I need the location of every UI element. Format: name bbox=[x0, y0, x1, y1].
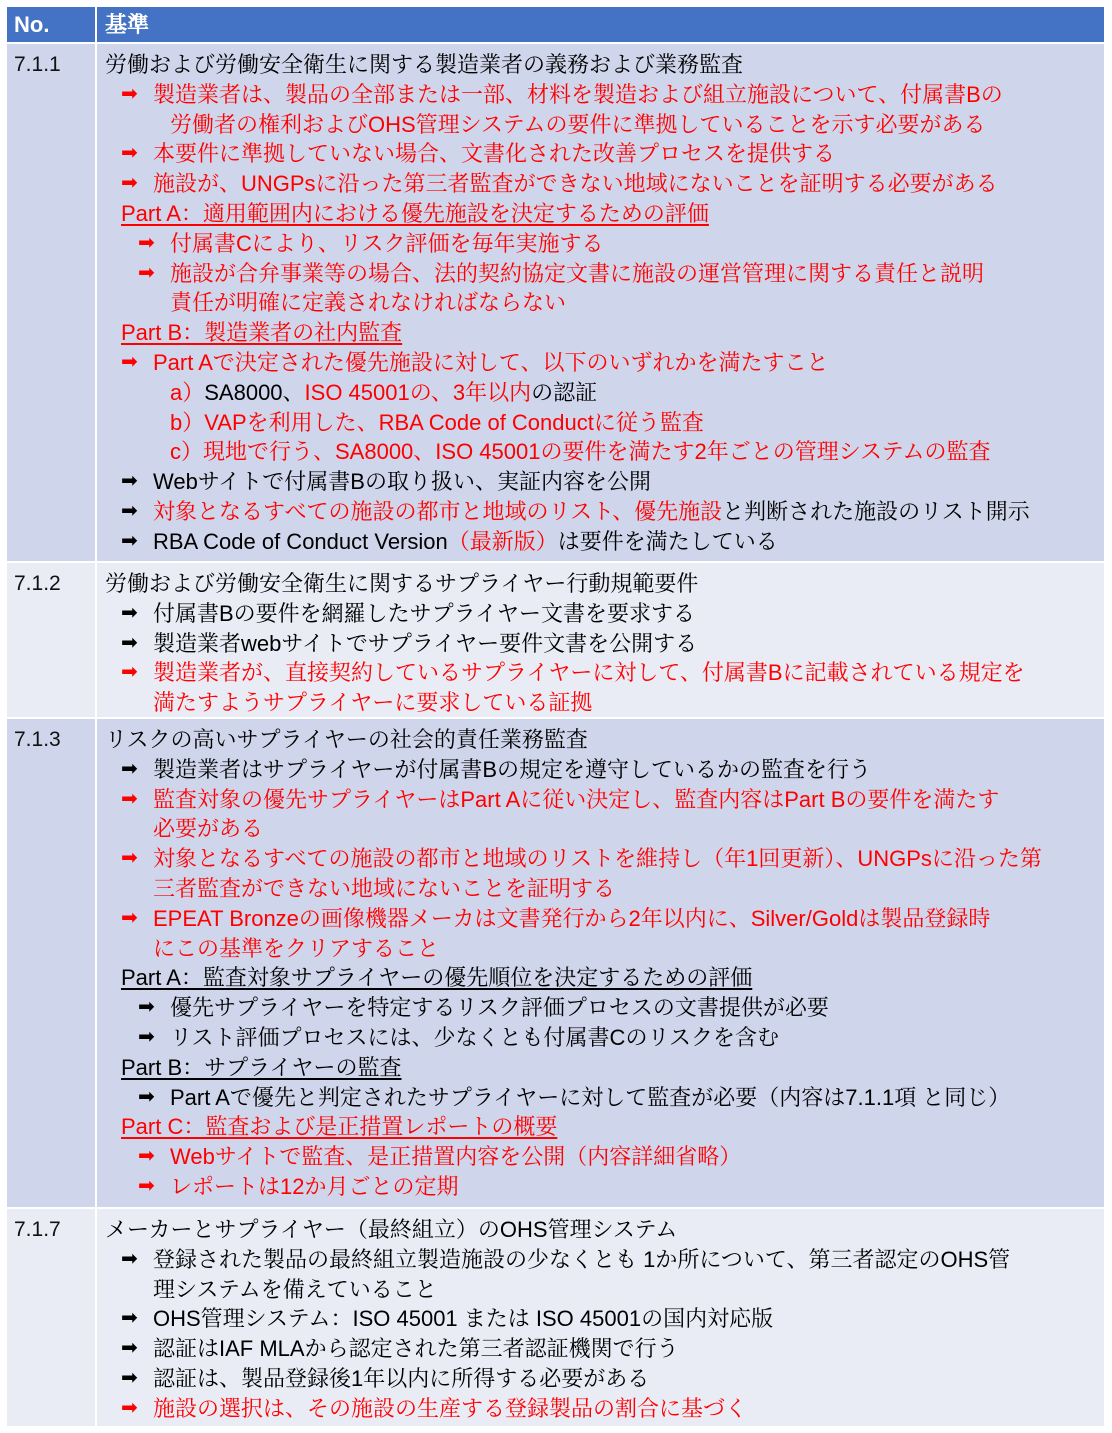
arrow-right-icon: ➡ bbox=[138, 1085, 155, 1108]
text-segment: と判断された施設のリスト開示 bbox=[722, 498, 1030, 524]
bullet-item bbox=[105, 785, 1104, 815]
line-continuation bbox=[105, 288, 1104, 318]
text-segment: 製造業者が、直接契約しているサプライヤーに対して、付属書Bに記載されている規定を bbox=[153, 660, 1025, 686]
text-segment: 満たすようサプライヤーに要求している証拠 bbox=[153, 690, 593, 716]
line-text bbox=[170, 410, 704, 435]
line-text bbox=[153, 601, 695, 626]
bullet-item bbox=[105, 904, 1104, 934]
arrow-right-icon: ➡ bbox=[121, 787, 138, 810]
bullet-item bbox=[105, 1142, 1104, 1172]
text-segment: メーカーとサプライヤー（最終組立）のOHS管理システム bbox=[105, 1217, 678, 1242]
text-segment: リスト評価プロセスには、少なくとも付属書Cのリスクを含む bbox=[170, 1024, 780, 1050]
text-segment: Webサイトで付属書Bの取り扱い、実証内容を公開 bbox=[153, 469, 651, 495]
text-segment: 監査対象の優先サプライヤーはPart Aに従い決定し、監査内容はPart Bの要件を満たす bbox=[153, 786, 1000, 812]
text-segment: OHS管理システム：ISO 45001 または ISO 45001の国内対応版 bbox=[153, 1306, 774, 1332]
text-segment: a） bbox=[170, 379, 205, 405]
header-no: No. bbox=[7, 7, 97, 42]
criteria-number: 7.1.7 bbox=[7, 1209, 97, 1426]
arrow-right-icon: ➡ bbox=[121, 1307, 138, 1330]
arrow-right-icon: ➡ bbox=[121, 142, 138, 165]
arrow-right-icon: ➡ bbox=[121, 1396, 138, 1419]
line-text bbox=[105, 1217, 677, 1242]
line-text bbox=[153, 906, 990, 931]
line-text bbox=[153, 876, 615, 901]
text-segment: リスクの高いサプライヤーの社会的責任業務監査 bbox=[105, 727, 588, 752]
criteria-content bbox=[97, 563, 1104, 717]
sub-item bbox=[105, 437, 1104, 467]
table-row bbox=[7, 44, 1104, 561]
arrow-right-icon: ➡ bbox=[121, 631, 138, 654]
text-segment: 製造業者は、製品の全部または一部、材料を製造および組立施設について、付属書Bの bbox=[153, 81, 1003, 107]
text-segment: 施設が合弁事業等の場合、法的契約協定文書に施設の運営管理に関する責任と説明 bbox=[170, 260, 985, 286]
bullet-item bbox=[105, 629, 1104, 659]
text-segment: 対象となるすべての施設の都市と地域のリスト、優先施設 bbox=[153, 498, 723, 524]
bullet-item bbox=[105, 1023, 1104, 1053]
bullet-item bbox=[105, 169, 1104, 199]
arrow-right-icon: ➡ bbox=[121, 82, 138, 105]
bullet-item bbox=[105, 1304, 1104, 1334]
line-continuation bbox=[105, 934, 1104, 964]
line-text bbox=[153, 1396, 747, 1421]
bullet-item bbox=[105, 658, 1104, 688]
part-heading bbox=[105, 1112, 1104, 1142]
line-text bbox=[153, 499, 1030, 524]
criteria-title bbox=[105, 1215, 1104, 1245]
bullet-item bbox=[105, 497, 1104, 527]
line-continuation bbox=[105, 110, 1104, 140]
bullet-item bbox=[105, 1334, 1104, 1364]
line-text bbox=[153, 1277, 437, 1302]
table-header-row bbox=[7, 7, 1104, 42]
arrow-right-icon: ➡ bbox=[121, 601, 138, 624]
arrow-right-icon: ➡ bbox=[121, 906, 138, 929]
bullet-item bbox=[105, 259, 1104, 289]
line-text bbox=[153, 1366, 649, 1391]
criteria-title bbox=[105, 569, 1104, 599]
criteria-title bbox=[105, 725, 1104, 755]
text-segment: c）現地で行う、SA8000、ISO 45001の要件を満たす2年ごとの管理システムの監査 bbox=[170, 439, 991, 465]
text-segment: b）VAPを利用した、RBA Code of Conductに従う監査 bbox=[170, 409, 704, 435]
arrow-right-icon: ➡ bbox=[121, 757, 138, 780]
bullet-item bbox=[105, 1245, 1104, 1275]
bullet-item bbox=[105, 1364, 1104, 1394]
line-text bbox=[170, 290, 566, 315]
text-segment: 優先サプライヤーを特定するリスク評価プロセスの文書提供が必要 bbox=[170, 995, 829, 1021]
line-continuation bbox=[105, 874, 1104, 904]
text-segment: 登録された製品の最終組立製造施設の少なくとも 1か所について、第三者認定のOHS管 bbox=[153, 1246, 1011, 1272]
table-row bbox=[7, 1209, 1104, 1426]
text-segment: SA8000、 bbox=[204, 379, 305, 405]
line-continuation bbox=[105, 814, 1104, 844]
line-continuation bbox=[105, 688, 1104, 718]
text-segment: にこの基準をクリアすること bbox=[153, 935, 440, 961]
table-row bbox=[7, 563, 1104, 717]
bullet-item bbox=[105, 348, 1104, 378]
text-segment: は要件を満たしている bbox=[557, 528, 778, 554]
line-text bbox=[170, 1025, 779, 1050]
criteria-number: 7.1.2 bbox=[7, 563, 97, 717]
line-text bbox=[153, 631, 697, 656]
bullet-item bbox=[105, 1172, 1104, 1202]
bullet-item bbox=[105, 599, 1104, 629]
table-row bbox=[7, 719, 1104, 1207]
criteria-table bbox=[7, 7, 1104, 1428]
line-text bbox=[170, 1144, 741, 1169]
line-text bbox=[153, 690, 592, 715]
part-heading bbox=[105, 199, 1104, 229]
line-text bbox=[170, 439, 991, 464]
line-text bbox=[170, 1174, 458, 1199]
text-segment: 対象となるすべての施設の都市と地域のリストを維持し（年1回更新）、UNGPsに沿った第 bbox=[153, 846, 1042, 872]
arrow-right-icon: ➡ bbox=[121, 661, 138, 684]
line-text bbox=[105, 52, 743, 77]
line-text bbox=[153, 469, 651, 494]
text-segment: レポートは12か月ごとの定期 bbox=[170, 1173, 459, 1199]
text-segment: Part B：製造業者の社内監査 bbox=[121, 320, 403, 346]
text-segment: Part C：監査および是正措置レポートの概要 bbox=[121, 1114, 558, 1140]
text-segment: ISO 45001の、3年以内 bbox=[304, 379, 532, 405]
line-text bbox=[153, 1306, 773, 1331]
line-text bbox=[170, 1085, 1010, 1110]
table-body bbox=[7, 44, 1104, 1426]
text-segment: 製造業者はサプライヤーが付属書Bの規定を遵守しているかの監査を行う bbox=[153, 756, 872, 782]
arrow-right-icon: ➡ bbox=[121, 1337, 138, 1360]
text-segment: Part A：適用範囲内における優先施設を決定するための評価 bbox=[121, 200, 709, 226]
arrow-right-icon: ➡ bbox=[121, 350, 138, 373]
text-segment: Part B：サプライヤーの監査 bbox=[121, 1054, 402, 1080]
arrow-right-icon: ➡ bbox=[138, 261, 155, 284]
bullet-item bbox=[105, 1083, 1104, 1113]
bullet-item bbox=[105, 993, 1104, 1023]
bullet-item bbox=[105, 467, 1104, 497]
part-heading bbox=[105, 1053, 1104, 1083]
text-segment: EPEAT Bronzeの画像機器メーカは文書発行から2年以内に、Silver/Goldは製品登録時 bbox=[153, 905, 991, 931]
line-text bbox=[153, 757, 871, 782]
bullet-item bbox=[105, 1394, 1104, 1424]
part-heading bbox=[105, 963, 1104, 993]
arrow-right-icon: ➡ bbox=[121, 1247, 138, 1270]
line-text bbox=[153, 82, 1003, 107]
arrow-right-icon: ➡ bbox=[121, 847, 138, 870]
text-segment: （最新版） bbox=[447, 528, 558, 554]
bullet-item bbox=[105, 527, 1104, 557]
arrow-right-icon: ➡ bbox=[121, 470, 138, 493]
text-segment: RBA Code of Conduct Version bbox=[153, 528, 448, 554]
criteria-title bbox=[105, 50, 1104, 80]
line-text bbox=[153, 660, 1025, 685]
line-text bbox=[170, 995, 829, 1020]
line-text bbox=[153, 171, 998, 196]
text-segment: 施設が、UNGPsに沿った第三者監査ができない地域にないことを証明する必要がある bbox=[153, 171, 998, 197]
criteria-content bbox=[97, 44, 1104, 561]
text-segment: 労働および労働安全衛生に関するサプライヤー行動規範要件 bbox=[105, 571, 699, 596]
criteria-content bbox=[97, 719, 1104, 1207]
line-text bbox=[153, 1247, 1010, 1272]
text-segment: 労働および労働安全衛生に関する製造業者の義務および業務監査 bbox=[105, 52, 744, 77]
text-segment: 理システムを備えていること bbox=[153, 1276, 437, 1302]
line-text bbox=[170, 380, 597, 405]
text-segment: 付属書Bの要件を網羅したサプライヤー文書を要求する bbox=[153, 600, 696, 626]
line-text bbox=[121, 320, 402, 345]
text-segment: 三者監査ができない地域にないことを証明する bbox=[153, 875, 616, 901]
line-text bbox=[105, 727, 588, 752]
arrow-right-icon: ➡ bbox=[138, 1025, 155, 1048]
line-text bbox=[153, 350, 828, 375]
bullet-item bbox=[105, 844, 1104, 874]
criteria-number: 7.1.1 bbox=[7, 44, 97, 561]
text-segment: Part Aで優先と判定されたサプライヤーに対して監査が必要（内容は7.1.1項 と同じ） bbox=[170, 1084, 1011, 1110]
text-segment: 認証はIAF MLAから認定された第三者認証機関で行う bbox=[153, 1336, 679, 1362]
text-segment: 製造業者webサイトでサプライヤー要件文書を公開する bbox=[153, 630, 698, 656]
line-text bbox=[121, 1055, 401, 1080]
criteria-content bbox=[97, 1209, 1104, 1426]
header-criteria: 基準 bbox=[105, 12, 150, 37]
line-text bbox=[153, 936, 439, 961]
sub-item bbox=[105, 408, 1104, 438]
text-segment: の認証 bbox=[531, 379, 598, 405]
text-segment: 責任が明確に定義されなければならない bbox=[170, 290, 567, 316]
arrow-right-icon: ➡ bbox=[121, 499, 138, 522]
arrow-right-icon: ➡ bbox=[138, 1174, 155, 1197]
line-text bbox=[121, 201, 709, 226]
line-text bbox=[121, 1114, 557, 1139]
line-text bbox=[170, 112, 985, 137]
part-heading bbox=[105, 318, 1104, 348]
text-segment: Webサイトで監査、是正措置内容を公開（内容詳細省略） bbox=[170, 1144, 742, 1170]
bullet-item bbox=[105, 80, 1104, 110]
sub-item bbox=[105, 378, 1104, 408]
line-text bbox=[153, 787, 999, 812]
text-segment: 施設の選択は、その施設の生産する登録製品の割合に基づく bbox=[153, 1395, 748, 1421]
line-text bbox=[153, 1336, 679, 1361]
line-text bbox=[170, 261, 984, 286]
line-text bbox=[121, 965, 752, 990]
line-text bbox=[153, 846, 1042, 871]
line-text bbox=[170, 231, 603, 256]
arrow-right-icon: ➡ bbox=[138, 231, 155, 254]
text-segment: Part Aで決定された優先施設に対して、以下のいずれかを満たすこと bbox=[153, 349, 829, 375]
arrow-right-icon: ➡ bbox=[138, 1145, 155, 1168]
arrow-right-icon: ➡ bbox=[138, 996, 155, 1019]
arrow-right-icon: ➡ bbox=[121, 1366, 138, 1389]
text-segment: 付属書Cにより、リスク評価を毎年実施する bbox=[170, 230, 604, 256]
text-segment: Part A：監査対象サプライヤーの優先順位を決定するための評価 bbox=[121, 965, 753, 991]
text-segment: 必要がある bbox=[153, 816, 264, 842]
line-text bbox=[153, 816, 263, 841]
arrow-right-icon: ➡ bbox=[121, 529, 138, 552]
line-text bbox=[153, 141, 835, 166]
arrow-right-icon: ➡ bbox=[121, 172, 138, 195]
bullet-item bbox=[105, 229, 1104, 259]
line-continuation bbox=[105, 1275, 1104, 1305]
line-text bbox=[153, 529, 778, 554]
text-segment: 労働者の権利およびOHS管理システムの要件に準拠していることを示す必要がある bbox=[170, 111, 986, 137]
criteria-number: 7.1.3 bbox=[7, 719, 97, 1207]
line-text bbox=[105, 571, 698, 596]
text-segment: 本要件に準拠していない場合、文書化された改善プロセスを提供する bbox=[153, 141, 836, 167]
bullet-item bbox=[105, 139, 1104, 169]
bullet-item bbox=[105, 755, 1104, 785]
text-segment: 認証は、製品登録後1年以内に所得する必要がある bbox=[153, 1365, 650, 1391]
